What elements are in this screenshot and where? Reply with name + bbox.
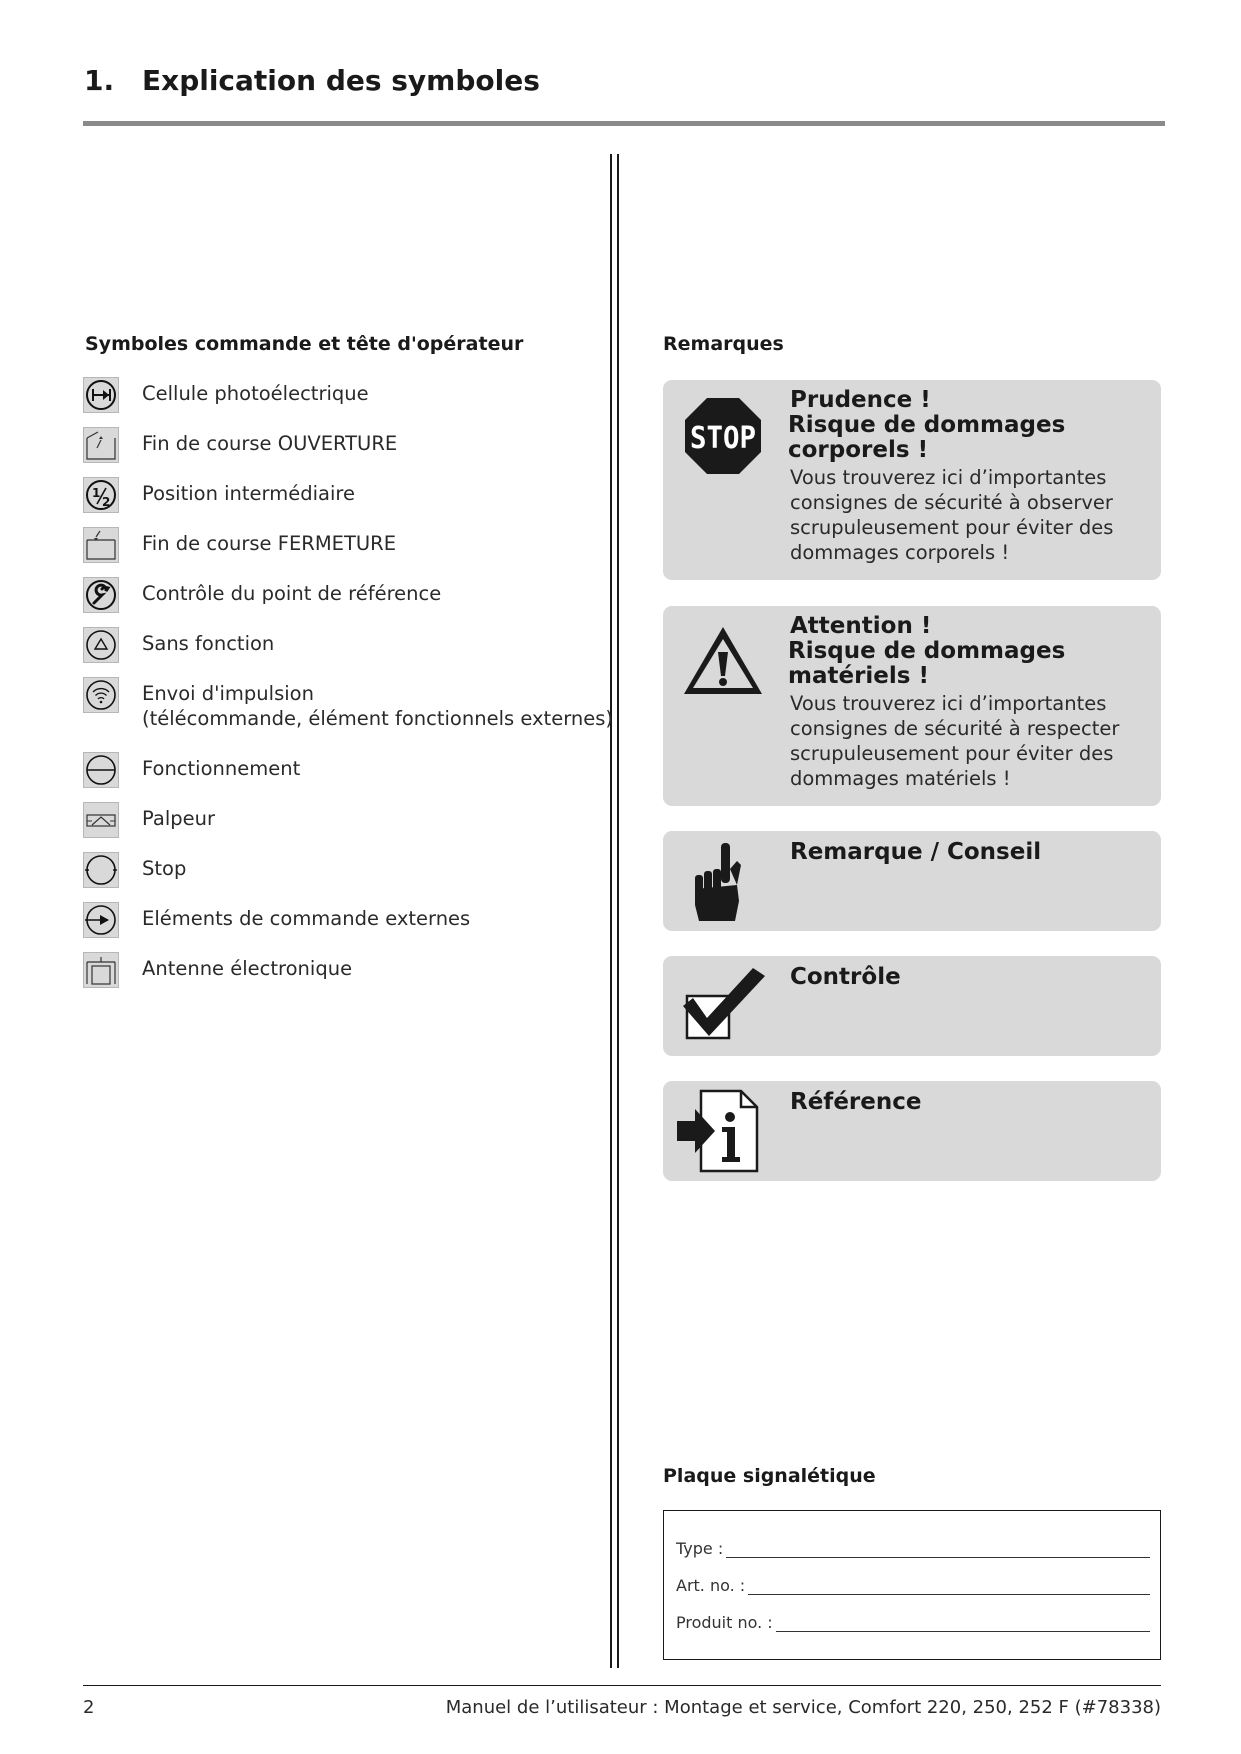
- note-text: Vous trouverez ici d’importantes consignes de sécurité à respecter scrupuleusement pour éviter des dommages matériels !: [790, 692, 1120, 790]
- plate-heading: Plaque signalétique: [663, 1465, 876, 1487]
- symbols-heading: Symboles commande et tête d'opérateur: [85, 333, 524, 355]
- page-title: [84, 64, 540, 97]
- symbol-row: [83, 952, 603, 992]
- note-title: [788, 388, 1065, 463]
- column-divider-left: [610, 154, 612, 1668]
- note-title: Référence: [790, 1089, 922, 1115]
- operation-icon: [83, 752, 119, 788]
- plate-field-label: Type :: [676, 1539, 724, 1558]
- symbol-row: [83, 852, 603, 892]
- note-title-line: Attention !: [790, 613, 932, 639]
- end-position-close-icon: [83, 527, 119, 563]
- note-title: Contrôle: [790, 964, 901, 990]
- section-number: 1.: [84, 64, 115, 97]
- pointing-hand-icon: [685, 839, 755, 929]
- note-title-line: corporels !: [788, 437, 929, 463]
- symbol-label: [142, 681, 613, 731]
- symbol-row: [83, 627, 603, 667]
- stop-sign-icon: [673, 389, 773, 493]
- half-position-icon: [83, 477, 119, 513]
- stop-circle-icon: [83, 852, 119, 888]
- note-check: [663, 956, 1161, 1056]
- symbol-label: Eléments de commande externes: [142, 907, 471, 930]
- symbol-row: [83, 752, 603, 792]
- symbol-row: [83, 902, 603, 942]
- symbol-label: Stop: [142, 857, 187, 880]
- note-title: Remarque / Conseil: [790, 839, 1042, 865]
- plate-field-label: Produit no. :: [676, 1613, 773, 1632]
- plate-field-line: [748, 1580, 1150, 1595]
- plate-field-label: Art. no. :: [676, 1576, 746, 1595]
- symbol-label: Sans fonction: [142, 632, 275, 655]
- svg-text:STOP: STOP: [690, 421, 756, 456]
- checkmark-icon: [681, 966, 771, 1054]
- radio-signal-icon: [83, 677, 119, 713]
- note-title-line: Prudence !: [790, 387, 931, 413]
- symbol-row: [83, 427, 603, 467]
- page-number: 2: [83, 1697, 95, 1718]
- symbol-label: Antenne électronique: [142, 957, 353, 980]
- symbol-label: Fin de course OUVERTURE: [142, 432, 398, 455]
- plate-field: [676, 1539, 1150, 1558]
- antenna-icon: [83, 952, 119, 988]
- note-title: [788, 614, 1065, 689]
- remarks-heading: Remarques: [663, 333, 784, 355]
- warning-triangle-icon: [673, 614, 773, 718]
- symbol-row: [83, 802, 603, 842]
- wrench-icon: [83, 577, 119, 613]
- nameplate-box: [663, 1510, 1161, 1660]
- plate-field-line: [726, 1543, 1150, 1558]
- end-position-open-icon: [83, 427, 119, 463]
- svg-text:1: 1: [92, 486, 101, 500]
- note-title-line: Risque de dommages: [788, 638, 1066, 664]
- symbol-row: [83, 377, 603, 417]
- column-divider-right: [617, 154, 619, 1668]
- sensing-edge-icon: [83, 802, 119, 838]
- note-text: Vous trouverez ici d’importantes consignes de sécurité à observer scrupuleusement pour éviter des dommages corporels !: [790, 466, 1114, 564]
- symbol-row: [83, 527, 603, 567]
- symbol-row: [83, 577, 603, 617]
- symbol-label: Contrôle du point de référence: [142, 582, 442, 605]
- info-document-icon: [675, 1087, 765, 1179]
- svg-text:2: 2: [102, 495, 111, 509]
- photocell-icon: [83, 377, 119, 413]
- note-title-line: Risque de dommages: [788, 412, 1066, 438]
- symbol-label-line2: (télécommande, élément fonctionnels externes): [142, 707, 613, 730]
- manual-reference: Manuel de l’utilisateur : Montage et service, Comfort 220, 250, 252 F (#78338): [445, 1697, 1161, 1718]
- note-title-line: matériels !: [788, 663, 929, 689]
- plate-field-line: [776, 1617, 1150, 1632]
- section-title: Explication des symboles: [142, 64, 540, 97]
- symbol-label: Cellule photoélectrique: [142, 382, 369, 405]
- symbol-row: [83, 477, 603, 517]
- symbol-label: Fin de course FERMETURE: [142, 532, 397, 555]
- note-tip: [663, 831, 1161, 931]
- symbol-label-line1: Envoi d'impulsion: [142, 682, 314, 705]
- title-rule: [83, 121, 1165, 126]
- symbol-label: Fonctionnement: [142, 757, 301, 780]
- footer-rule: [83, 1685, 1161, 1686]
- plate-field: [676, 1613, 1150, 1632]
- note-caution-injury: [663, 380, 1161, 580]
- symbol-label: Position intermédiaire: [142, 482, 355, 505]
- plate-field: [676, 1576, 1150, 1595]
- symbol-row: [83, 677, 613, 737]
- note-caution-material: [663, 606, 1161, 806]
- symbol-label: Palpeur: [142, 807, 216, 830]
- external-control-icon: [83, 902, 119, 938]
- triangle-icon: [83, 627, 119, 663]
- note-reference: [663, 1081, 1161, 1181]
